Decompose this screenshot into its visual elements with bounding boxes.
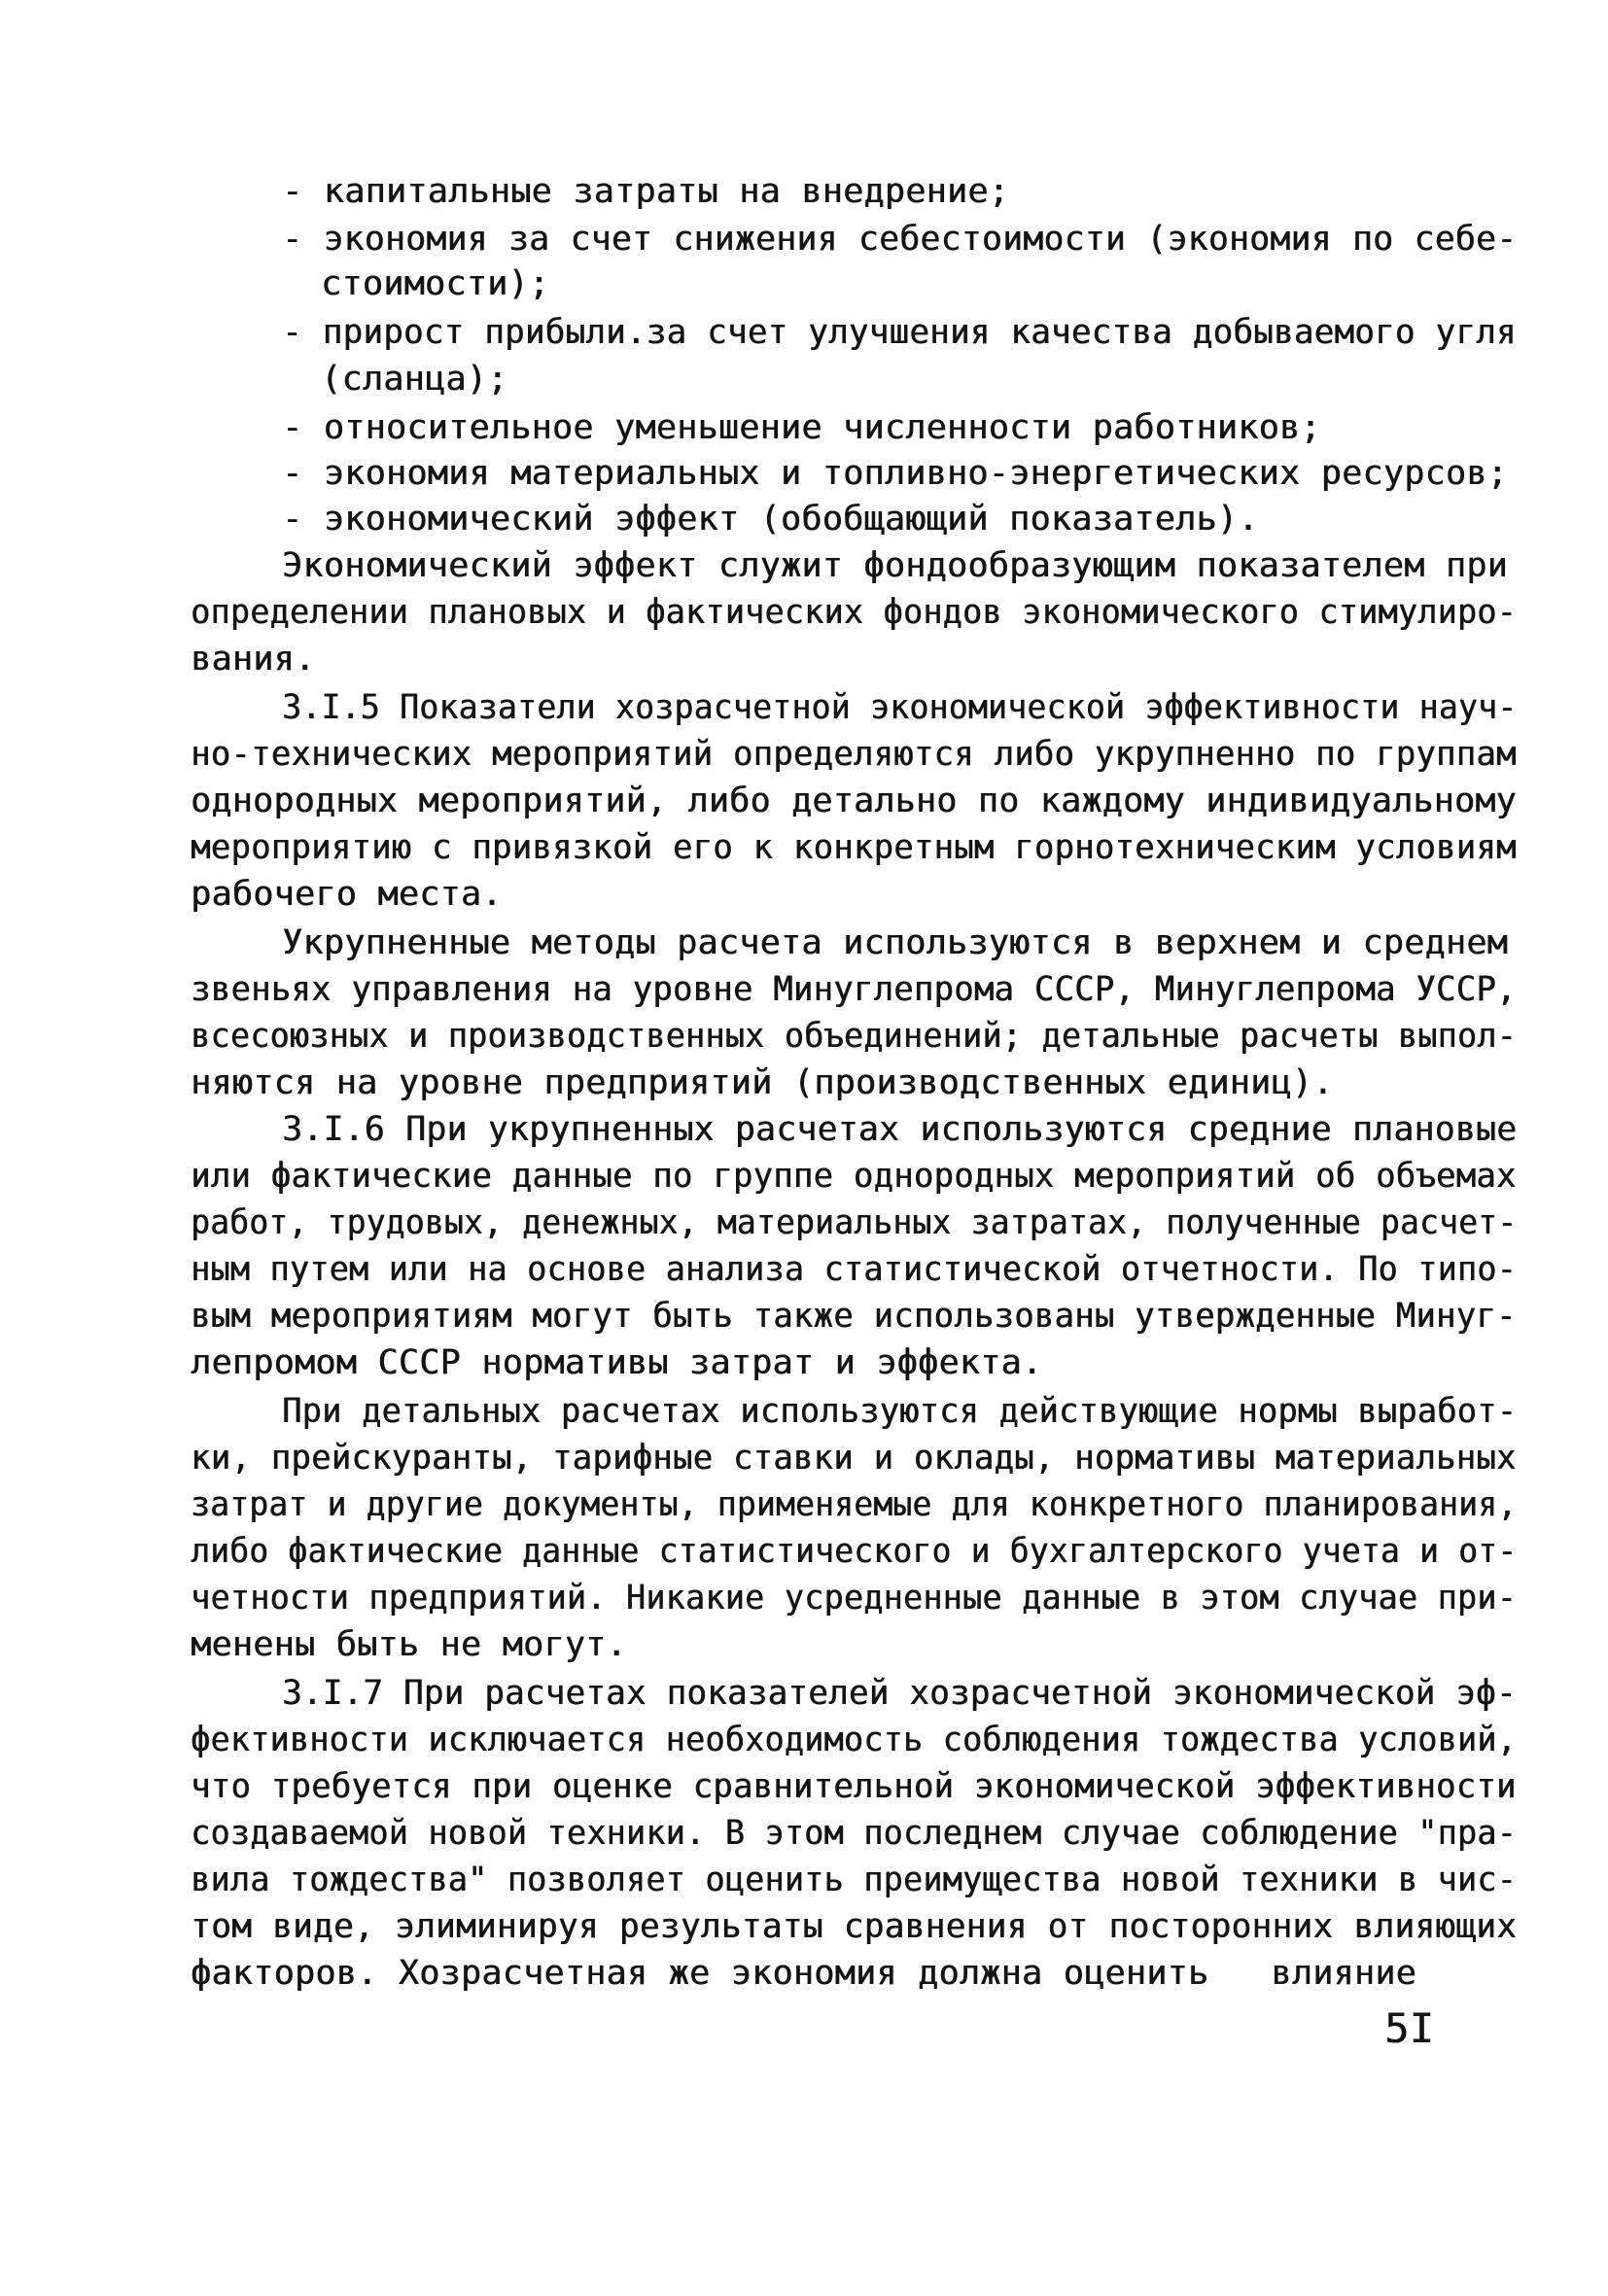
paragraph-line: мероприятию с привязкой его к конкретным горнотехническим условиям <box>191 828 1517 867</box>
list-item-continuation: (сланца); <box>321 360 508 399</box>
paragraph-line: няются на уровне предприятий (производственных единиц). <box>191 1063 1334 1102</box>
paragraph-line: затрат и другие документы, применяемые для конкретного планирования, <box>191 1485 1518 1524</box>
paragraph-line: вила тождества" позволяет оценить преимущества новой техники в чис- <box>191 1861 1517 1899</box>
paragraph-line: лепромом СССР нормативы затрат и эффекта. <box>191 1343 1043 1382</box>
paragraph-line: Экономический эффект служит фондообразующим показателем при <box>282 546 1508 585</box>
paragraph-line: рабочего места. <box>191 875 503 914</box>
list-item: - экономический эффект (обобщающий показатель). <box>282 500 1259 539</box>
paragraph-line: определении плановых и фактических фондов экономического стимулиро- <box>191 593 1517 632</box>
paragraph-line: звеньях управления на уровне Минуглепрома СССР, Минуглепрома УССР, <box>191 970 1517 1009</box>
paragraph-line: создаваемой новой техники. В этом последнем случае соблюдение "пра- <box>191 1814 1517 1853</box>
paragraph-line: вания. <box>191 640 316 678</box>
paragraph-line: 3.I.7 При расчетах показателей хозрасчетной экономической эф- <box>282 1674 1517 1713</box>
paragraph-line: четности предприятий. Никакие усредненные данные в этом случае при- <box>191 1579 1517 1618</box>
paragraph-line: ки, прейскуранты, тарифные ставки и оклады, нормативы материальных <box>191 1439 1517 1478</box>
paragraph-line: фективности исключается необходимость соблюдения тождества условий, <box>191 1721 1517 1759</box>
page-number: 5I <box>1384 2004 1435 2052</box>
paragraph-line: 3.I.5 Показатели хозрасчетной экономической эффективности науч- <box>282 688 1518 727</box>
paragraph-line: вым мероприятиям могут быть также использованы утвержденные Минуг- <box>191 1297 1517 1336</box>
paragraph-line: однородных мероприятий, либо детально по каждому индивидуальному <box>191 782 1517 820</box>
paragraph-line: менены быть не могут. <box>191 1625 627 1664</box>
paragraph-line: что требуется при оценке сравнительной экономической эффективности <box>191 1767 1517 1806</box>
paragraph-line: том виде, элиминируя результаты сравнения от посторонних влияющих <box>191 1907 1518 1946</box>
paragraph-line: ным путем или на основе анализа статистической отчетности. По типо- <box>191 1250 1517 1289</box>
list-item-continuation: стоимости); <box>321 264 550 303</box>
list-item: - прирост прибыли.за счет улучшения качества добываемого угля <box>282 313 1517 352</box>
list-item: - экономия за счет снижения себестоимости (экономия по себе- <box>282 220 1518 259</box>
list-item: - относительное уменьшение численности работников; <box>282 408 1321 447</box>
paragraph-line: всесоюзных и производственных объединений; детальные расчеты выпол- <box>191 1017 1517 1056</box>
paragraph-line: факторов. Хозрасчетная же экономия должна оценить влияние <box>191 1954 1416 1993</box>
paragraph-line: либо фактические данные статистического и бухгалтерского учета и от- <box>191 1532 1518 1571</box>
paragraph-line: 3.I.6 При укрупненных расчетах используются средние плановые <box>282 1110 1518 1149</box>
paragraph-line: работ, трудовых, денежных, материальных затратах, полученные расчет- <box>191 1203 1518 1242</box>
list-item: - капитальные затраты на внедрение; <box>282 172 1010 211</box>
paragraph-line: Укрупненные методы расчета используются в верхнем и среднем <box>282 923 1508 962</box>
paragraph-line: или фактические данные по группе однородных мероприятий об объемах <box>191 1157 1517 1196</box>
paragraph-line: но-технических мероприятий определяются либо укрупненно по группам <box>191 735 1517 774</box>
paragraph-line: При детальных расчетах используются действующие нормы выработ- <box>282 1392 1518 1431</box>
list-item: - экономия материальных и топливно-энергетических ресурсов; <box>282 454 1508 493</box>
